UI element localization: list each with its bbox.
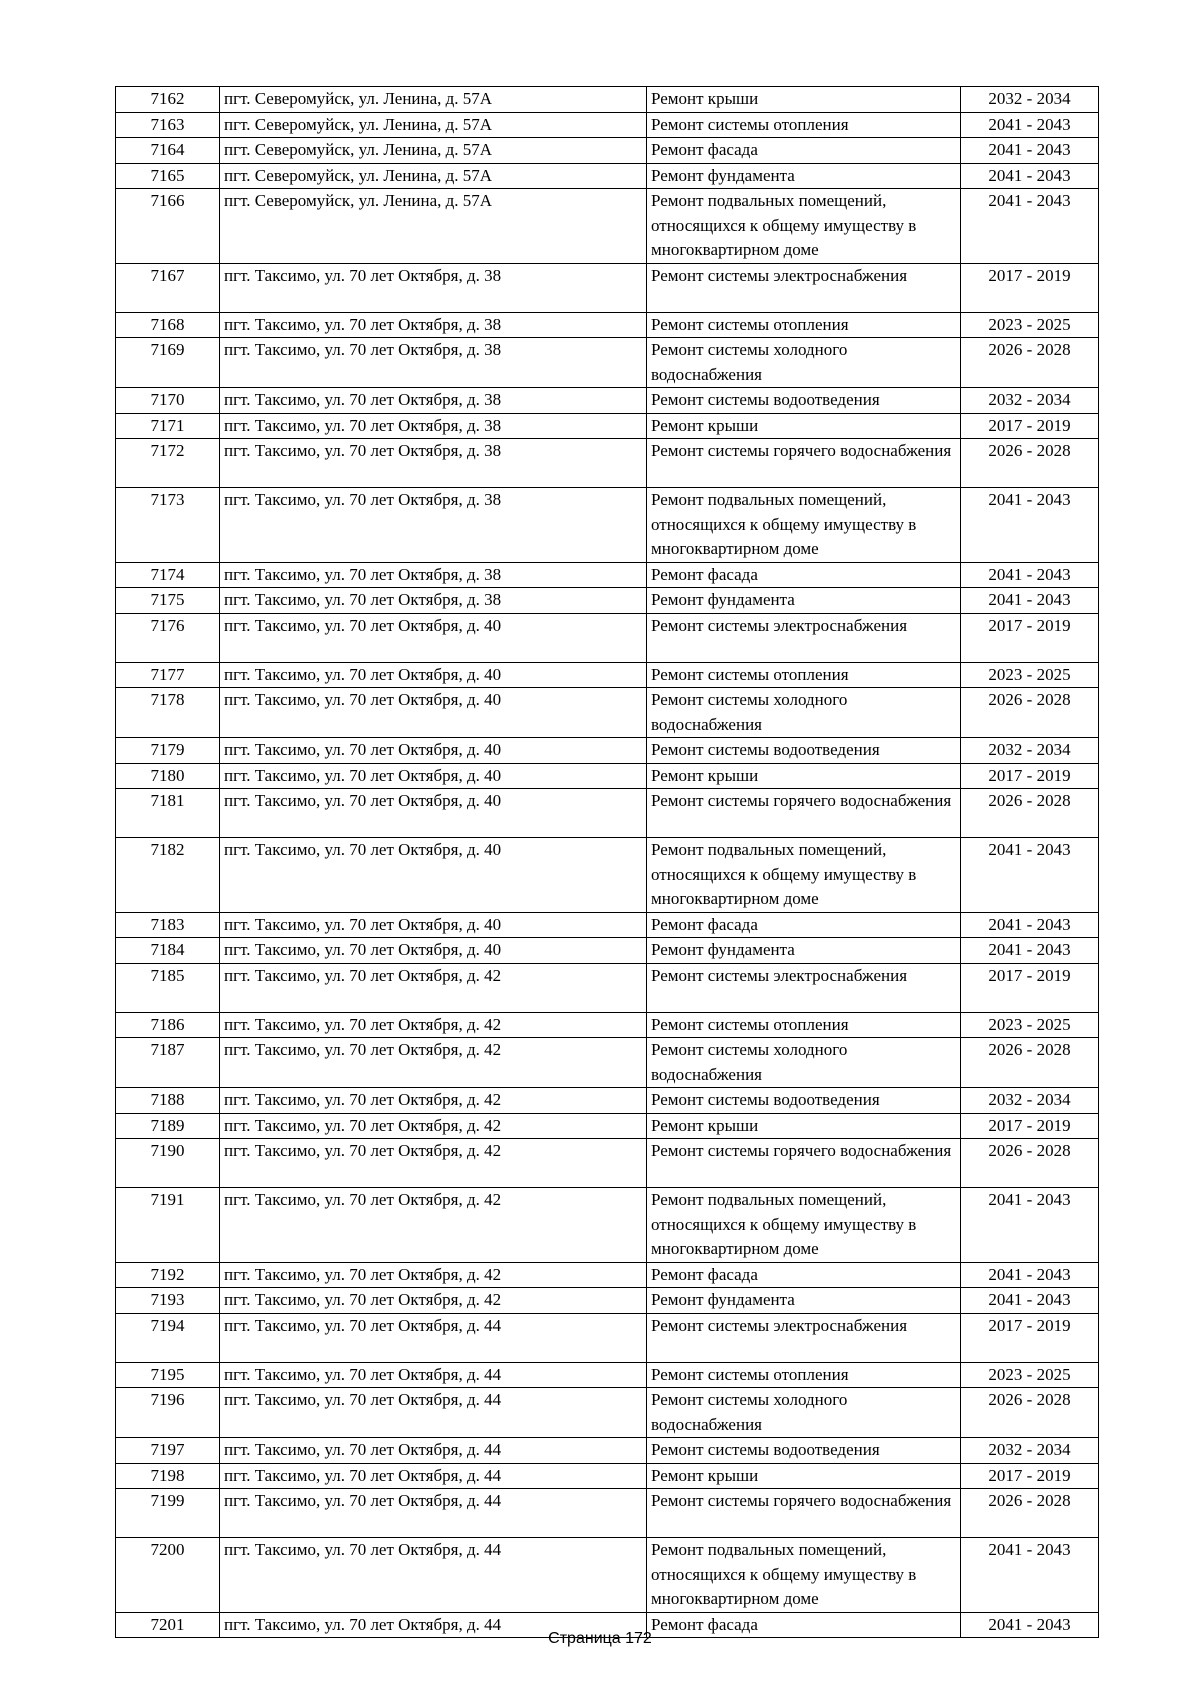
table-row: [116, 1538, 1099, 1613]
table-row: [116, 613, 1099, 662]
row-number-cell: 7191: [116, 1188, 220, 1263]
period-cell: 2041 - 2043: [961, 588, 1099, 614]
table-row: [116, 87, 1099, 113]
work-type-cell: Ремонт фундамента: [647, 1288, 961, 1314]
table-row: [116, 1313, 1099, 1362]
table-row: [116, 763, 1099, 789]
row-number-cell: 7181: [116, 789, 220, 838]
row-number-cell: 7170: [116, 388, 220, 414]
row-number-cell: 7172: [116, 439, 220, 488]
period-cell: 2017 - 2019: [961, 1463, 1099, 1489]
period-cell: 2041 - 2043: [961, 838, 1099, 913]
address-cell: пгт. Таксимо, ул. 70 лет Октября, д. 40: [220, 838, 647, 913]
address-cell: пгт. Таксимо, ул. 70 лет Октября, д. 44: [220, 1388, 647, 1438]
row-number-cell: 7189: [116, 1113, 220, 1139]
table-row: [116, 338, 1099, 388]
address-cell: пгт. Таксимо, ул. 70 лет Октября, д. 40: [220, 662, 647, 688]
period-cell: 2026 - 2028: [961, 688, 1099, 738]
work-type-cell: Ремонт системы электроснабжения: [647, 1313, 961, 1362]
table-row: [116, 1362, 1099, 1388]
work-type-cell: Ремонт подвальных помещений, относящихся к общему имуществу в многоквартирном доме: [647, 1188, 961, 1263]
work-type-cell: Ремонт системы электроснабжения: [647, 613, 961, 662]
table-row: [116, 1438, 1099, 1464]
table-row: [116, 488, 1099, 563]
address-cell: пгт. Таксимо, ул. 70 лет Октября, д. 38: [220, 413, 647, 439]
address-cell: пгт. Таксимо, ул. 70 лет Октября, д. 42: [220, 963, 647, 1012]
table-row: [116, 112, 1099, 138]
table-row: [116, 312, 1099, 338]
address-cell: пгт. Таксимо, ул. 70 лет Октября, д. 38: [220, 338, 647, 388]
period-cell: 2023 - 2025: [961, 662, 1099, 688]
address-cell: пгт. Таксимо, ул. 70 лет Октября, д. 40: [220, 912, 647, 938]
address-cell: пгт. Таксимо, ул. 70 лет Октября, д. 44: [220, 1612, 647, 1638]
period-cell: 2026 - 2028: [961, 1038, 1099, 1088]
table-row: [116, 163, 1099, 189]
address-cell: пгт. Таксимо, ул. 70 лет Октября, д. 38: [220, 263, 647, 312]
work-type-cell: Ремонт фундамента: [647, 588, 961, 614]
table-row: [116, 138, 1099, 164]
repair-schedule-table: [115, 86, 1099, 1638]
row-number-cell: 7187: [116, 1038, 220, 1088]
work-type-cell: Ремонт крыши: [647, 1463, 961, 1489]
table-row: [116, 1262, 1099, 1288]
address-cell: пгт. Таксимо, ул. 70 лет Октября, д. 42: [220, 1139, 647, 1188]
row-number-cell: 7179: [116, 738, 220, 764]
row-number-cell: 7198: [116, 1463, 220, 1489]
row-number-cell: 7166: [116, 189, 220, 264]
row-number-cell: 7194: [116, 1313, 220, 1362]
row-number-cell: 7164: [116, 138, 220, 164]
work-type-cell: Ремонт системы отопления: [647, 1012, 961, 1038]
row-number-cell: 7193: [116, 1288, 220, 1314]
table-row: [116, 662, 1099, 688]
address-cell: пгт. Северомуйск, ул. Ленина, д. 57А: [220, 163, 647, 189]
row-number-cell: 7174: [116, 562, 220, 588]
work-type-cell: Ремонт фундамента: [647, 163, 961, 189]
period-cell: 2026 - 2028: [961, 1388, 1099, 1438]
table-row: [116, 263, 1099, 312]
table-row: [116, 1113, 1099, 1139]
period-cell: 2041 - 2043: [961, 488, 1099, 563]
work-type-cell: Ремонт системы горячего водоснабжения: [647, 1139, 961, 1188]
address-cell: пгт. Таксимо, ул. 70 лет Октября, д. 42: [220, 1113, 647, 1139]
period-cell: 2032 - 2034: [961, 1088, 1099, 1114]
work-type-cell: Ремонт фасада: [647, 138, 961, 164]
row-number-cell: 7183: [116, 912, 220, 938]
table-row: [116, 963, 1099, 1012]
address-cell: пгт. Северомуйск, ул. Ленина, д. 57А: [220, 138, 647, 164]
address-cell: пгт. Таксимо, ул. 70 лет Октября, д. 42: [220, 1088, 647, 1114]
table-row: [116, 562, 1099, 588]
period-cell: 2041 - 2043: [961, 189, 1099, 264]
table-row: [116, 688, 1099, 738]
period-cell: 2041 - 2043: [961, 1262, 1099, 1288]
work-type-cell: Ремонт системы водоотведения: [647, 738, 961, 764]
work-type-cell: Ремонт системы горячего водоснабжения: [647, 789, 961, 838]
table-row: [116, 1139, 1099, 1188]
work-type-cell: Ремонт крыши: [647, 1113, 961, 1139]
address-cell: пгт. Таксимо, ул. 70 лет Октября, д. 44: [220, 1538, 647, 1613]
work-type-cell: Ремонт подвальных помещений, относящихся к общему имуществу в многоквартирном доме: [647, 838, 961, 913]
page-number: Страница 172: [548, 1630, 652, 1647]
row-number-cell: 7177: [116, 662, 220, 688]
work-type-cell: Ремонт системы отопления: [647, 1362, 961, 1388]
work-type-cell: Ремонт фасада: [647, 912, 961, 938]
work-type-cell: Ремонт системы электроснабжения: [647, 963, 961, 1012]
row-number-cell: 7182: [116, 838, 220, 913]
table-row: [116, 838, 1099, 913]
address-cell: пгт. Таксимо, ул. 70 лет Октября, д. 38: [220, 562, 647, 588]
address-cell: пгт. Таксимо, ул. 70 лет Октября, д. 38: [220, 488, 647, 563]
period-cell: 2017 - 2019: [961, 613, 1099, 662]
address-cell: пгт. Таксимо, ул. 70 лет Октября, д. 42: [220, 1288, 647, 1314]
period-cell: 2041 - 2043: [961, 112, 1099, 138]
work-type-cell: Ремонт фасада: [647, 562, 961, 588]
address-cell: пгт. Таксимо, ул. 70 лет Октября, д. 38: [220, 388, 647, 414]
period-cell: 2041 - 2043: [961, 1288, 1099, 1314]
row-number-cell: 7185: [116, 963, 220, 1012]
period-cell: 2032 - 2034: [961, 388, 1099, 414]
row-number-cell: 7168: [116, 312, 220, 338]
period-cell: 2017 - 2019: [961, 763, 1099, 789]
work-type-cell: Ремонт подвальных помещений, относящихся к общему имуществу в многоквартирном доме: [647, 488, 961, 563]
work-type-cell: Ремонт фасада: [647, 1612, 961, 1638]
row-number-cell: 7175: [116, 588, 220, 614]
period-cell: 2023 - 2025: [961, 1012, 1099, 1038]
work-type-cell: Ремонт крыши: [647, 763, 961, 789]
row-number-cell: 7176: [116, 613, 220, 662]
table-row: [116, 1489, 1099, 1538]
work-type-cell: Ремонт системы холодного водоснабжения: [647, 688, 961, 738]
address-cell: пгт. Таксимо, ул. 70 лет Октября, д. 42: [220, 1012, 647, 1038]
address-cell: пгт. Таксимо, ул. 70 лет Октября, д. 42: [220, 1262, 647, 1288]
address-cell: пгт. Северомуйск, ул. Ленина, д. 57А: [220, 87, 647, 113]
row-number-cell: 7195: [116, 1362, 220, 1388]
table-row: [116, 413, 1099, 439]
row-number-cell: 7167: [116, 263, 220, 312]
table-row: [116, 439, 1099, 488]
address-cell: пгт. Таксимо, ул. 70 лет Октября, д. 42: [220, 1188, 647, 1263]
row-number-cell: 7201: [116, 1612, 220, 1638]
period-cell: 2026 - 2028: [961, 1139, 1099, 1188]
period-cell: 2041 - 2043: [961, 138, 1099, 164]
address-cell: пгт. Таксимо, ул. 70 лет Октября, д. 40: [220, 938, 647, 964]
work-type-cell: Ремонт крыши: [647, 87, 961, 113]
address-cell: пгт. Таксимо, ул. 70 лет Октября, д. 38: [220, 312, 647, 338]
row-number-cell: 7196: [116, 1388, 220, 1438]
work-type-cell: Ремонт системы электроснабжения: [647, 263, 961, 312]
address-cell: пгт. Таксимо, ул. 70 лет Октября, д. 44: [220, 1313, 647, 1362]
period-cell: 2026 - 2028: [961, 789, 1099, 838]
period-cell: 2032 - 2034: [961, 87, 1099, 113]
address-cell: пгт. Таксимо, ул. 70 лет Октября, д. 44: [220, 1362, 647, 1388]
address-cell: пгт. Северомуйск, ул. Ленина, д. 57А: [220, 189, 647, 264]
address-cell: пгт. Таксимо, ул. 70 лет Октября, д. 44: [220, 1489, 647, 1538]
period-cell: 2023 - 2025: [961, 312, 1099, 338]
table-row: [116, 1388, 1099, 1438]
work-type-cell: Ремонт системы водоотведения: [647, 388, 961, 414]
period-cell: 2026 - 2028: [961, 1489, 1099, 1538]
row-number-cell: 7192: [116, 1262, 220, 1288]
address-cell: пгт. Таксимо, ул. 70 лет Октября, д. 40: [220, 613, 647, 662]
period-cell: 2041 - 2043: [961, 163, 1099, 189]
table-row: [116, 388, 1099, 414]
work-type-cell: Ремонт системы водоотведения: [647, 1438, 961, 1464]
row-number-cell: 7173: [116, 488, 220, 563]
period-cell: 2017 - 2019: [961, 963, 1099, 1012]
row-number-cell: 7178: [116, 688, 220, 738]
period-cell: 2026 - 2028: [961, 338, 1099, 388]
row-number-cell: 7188: [116, 1088, 220, 1114]
address-cell: пгт. Таксимо, ул. 70 лет Октября, д. 38: [220, 588, 647, 614]
table-row: [116, 1463, 1099, 1489]
work-type-cell: Ремонт системы горячего водоснабжения: [647, 439, 961, 488]
period-cell: 2041 - 2043: [961, 1538, 1099, 1613]
period-cell: 2041 - 2043: [961, 562, 1099, 588]
period-cell: 2041 - 2043: [961, 912, 1099, 938]
work-type-cell: Ремонт системы холодного водоснабжения: [647, 1388, 961, 1438]
address-cell: пгт. Таксимо, ул. 70 лет Октября, д. 38: [220, 439, 647, 488]
address-cell: пгт. Таксимо, ул. 70 лет Октября, д. 40: [220, 688, 647, 738]
row-number-cell: 7190: [116, 1139, 220, 1188]
row-number-cell: 7199: [116, 1489, 220, 1538]
work-type-cell: Ремонт системы холодного водоснабжения: [647, 338, 961, 388]
address-cell: пгт. Таксимо, ул. 70 лет Октября, д. 44: [220, 1463, 647, 1489]
row-number-cell: 7180: [116, 763, 220, 789]
period-cell: 2032 - 2034: [961, 738, 1099, 764]
table-row: [116, 1012, 1099, 1038]
work-type-cell: Ремонт системы отопления: [647, 312, 961, 338]
work-type-cell: Ремонт системы водоотведения: [647, 1088, 961, 1114]
work-type-cell: Ремонт крыши: [647, 413, 961, 439]
address-cell: пгт. Таксимо, ул. 70 лет Октября, д. 42: [220, 1038, 647, 1088]
row-number-cell: 7200: [116, 1538, 220, 1613]
table-row: [116, 1188, 1099, 1263]
table-row: [116, 912, 1099, 938]
table-row: [116, 189, 1099, 264]
period-cell: 2041 - 2043: [961, 1188, 1099, 1263]
period-cell: 2017 - 2019: [961, 1313, 1099, 1362]
work-type-cell: Ремонт системы холодного водоснабжения: [647, 1038, 961, 1088]
work-type-cell: Ремонт фасада: [647, 1262, 961, 1288]
work-type-cell: Ремонт подвальных помещений, относящихся к общему имуществу в многоквартирном доме: [647, 189, 961, 264]
row-number-cell: 7186: [116, 1012, 220, 1038]
row-number-cell: 7197: [116, 1438, 220, 1464]
period-cell: 2032 - 2034: [961, 1438, 1099, 1464]
address-cell: пгт. Таксимо, ул. 70 лет Октября, д. 40: [220, 789, 647, 838]
work-type-cell: Ремонт фундамента: [647, 938, 961, 964]
address-cell: пгт. Таксимо, ул. 70 лет Октября, д. 40: [220, 738, 647, 764]
period-cell: 2017 - 2019: [961, 413, 1099, 439]
row-number-cell: 7169: [116, 338, 220, 388]
row-number-cell: 7162: [116, 87, 220, 113]
address-cell: пгт. Таксимо, ул. 70 лет Октября, д. 44: [220, 1438, 647, 1464]
table-row: [116, 588, 1099, 614]
table-row: [116, 1038, 1099, 1088]
address-cell: пгт. Таксимо, ул. 70 лет Октября, д. 40: [220, 763, 647, 789]
period-cell: 2017 - 2019: [961, 1113, 1099, 1139]
period-cell: 2026 - 2028: [961, 439, 1099, 488]
row-number-cell: 7171: [116, 413, 220, 439]
period-cell: 2041 - 2043: [961, 938, 1099, 964]
work-type-cell: Ремонт системы отопления: [647, 112, 961, 138]
work-type-cell: Ремонт подвальных помещений, относящихся к общему имуществу в многоквартирном доме: [647, 1538, 961, 1613]
period-cell: 2017 - 2019: [961, 263, 1099, 312]
address-cell: пгт. Северомуйск, ул. Ленина, д. 57А: [220, 112, 647, 138]
row-number-cell: 7163: [116, 112, 220, 138]
table-row: [116, 789, 1099, 838]
table-body: [116, 87, 1099, 1638]
table-row: [116, 1088, 1099, 1114]
period-cell: 2023 - 2025: [961, 1362, 1099, 1388]
table-row: [116, 738, 1099, 764]
row-number-cell: 7184: [116, 938, 220, 964]
table-row: [116, 938, 1099, 964]
table-row: [116, 1288, 1099, 1314]
work-type-cell: Ремонт системы отопления: [647, 662, 961, 688]
row-number-cell: 7165: [116, 163, 220, 189]
work-type-cell: Ремонт системы горячего водоснабжения: [647, 1489, 961, 1538]
period-cell: 2041 - 2043: [961, 1612, 1099, 1638]
